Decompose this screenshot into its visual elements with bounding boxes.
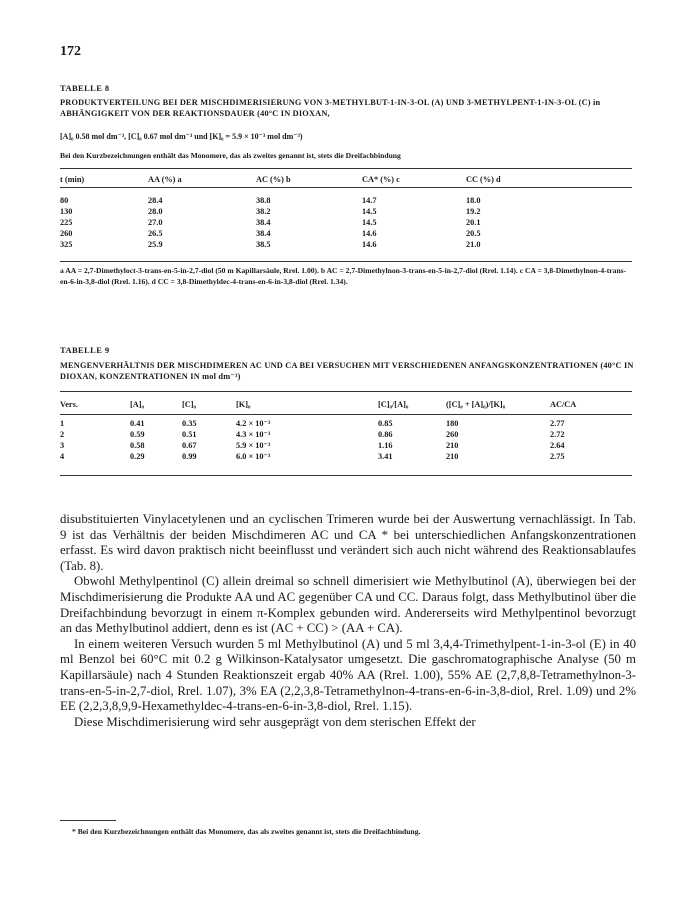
table-cell: 3.41 (378, 452, 393, 461)
table-row (60, 440, 632, 451)
table9-col-vers: Vers. (60, 399, 78, 409)
paragraph: Obwohl Methylpentinol (C) allein dreimal so schnell dimerisiert wie Methylbutinol (A), überwiegen bei der Mischdimerisierung die Produkte AA und AC gegenüber CA und CC. Daraus folgt, dass Methylbutinol über die Dreifachbindung bevorzugt in einem π-Komplex gebunden wird. Andererseits wird Methylpentinol bevorzugt an das Methylbutinol addiert, denn es ist (AC + CC) > (AA + CA). (60, 574, 636, 636)
footnote-rule (60, 820, 116, 821)
table8-top-rule (60, 168, 632, 169)
table9-col-ratio: [C]₀/[A]₀ (378, 399, 409, 409)
table-cell: 0.86 (378, 430, 393, 439)
table9-label: TABELLE 9 (60, 345, 110, 355)
table-cell: 38.8 (256, 196, 271, 205)
table-cell: 3 (60, 441, 65, 450)
footnote: * Bei den Kurzbezeichnungen enthält das Monomere, das als zweites genannt ist, stets die Dreifachbindung. (72, 827, 421, 836)
table-cell: 19.2 (466, 207, 481, 216)
paragraph: Diese Mischdimerisierung wird sehr ausgeprägt von dem sterischen Effekt der (74, 714, 476, 729)
table9-col-a0: [A]₀ (130, 399, 145, 409)
table-cell: 26.5 (148, 229, 163, 238)
table-cell: 2.75 (550, 452, 565, 461)
table-cell: 38.4 (256, 229, 271, 238)
table-cell: 0.59 (130, 430, 145, 439)
table9-top-rule (60, 391, 632, 392)
table-cell: 0.51 (182, 430, 197, 439)
table8-col-cc: CC (%) d (466, 174, 501, 184)
table-cell: 2.72 (550, 430, 565, 439)
table-cell: 4.3 × 10⁻³ (236, 430, 271, 439)
table-cell: 6.0 × 10⁻³ (236, 452, 271, 461)
table-row (60, 217, 632, 228)
table-cell: 20.5 (466, 229, 481, 238)
table-cell: 180 (446, 419, 459, 428)
page-number: 172 (60, 44, 81, 59)
table8-col-t: t (min) (60, 174, 85, 184)
table-cell: 0.41 (130, 419, 145, 428)
table8-subnote: Bei den Kurzbezeichnungen enthält das Monomere, das als zweites genannt ist, stets die Dreifachbindung (60, 151, 401, 160)
table8-col-ca: CA* (%) c (362, 174, 400, 184)
table-cell: 14.7 (362, 196, 377, 205)
table-cell: 210 (446, 441, 459, 450)
table8-col-ac: AC (%) b (256, 174, 291, 184)
table-cell: 2 (60, 430, 65, 439)
table9-bottom-rule (60, 475, 632, 476)
table-cell: 20.1 (466, 218, 481, 227)
table-cell: 0.85 (378, 419, 393, 428)
table-row (60, 228, 632, 239)
table-cell: 2.77 (550, 419, 565, 428)
table-cell: 325 (60, 240, 73, 249)
table-cell: 225 (60, 218, 73, 227)
table-cell: 0.99 (182, 452, 197, 461)
paragraph: In einem weiteren Versuch wurden 5 ml Methylbutinol (A) und 5 ml 3,4,4-Trimethylpent-1-in-3-ol (E) in 40 ml Benzol bei 60°C mit 0.2 g Wilkinson-Katalysator umgesetzt. Die gaschromatographische Analyse (50 m Kapillarsäule) nach 4 Stunden Reaktionszeit ergab 40% AA (Rrel. 1.00), 55% AE (2,7,8,8-Tetramethylnon-3-trans-en-5-in-2,7-diol, Rrel. 1.07), 3% EA (2,2,3,8-Tetramethylnon-4-trans-en-6-in-3,8-diol, Rrel. 1.09) und 2% EE (2,2,3,8,9,9-Hexamethyldec-4-trans-en-6-in-3,8-diol, Rrel. 1.15). (60, 636, 636, 714)
table-cell: 14.6 (362, 240, 377, 249)
table8 (60, 171, 632, 250)
table-row (60, 239, 632, 250)
table-row (60, 451, 632, 462)
table9 (60, 396, 632, 462)
table-cell: 130 (60, 207, 73, 216)
table-cell: 25.9 (148, 240, 163, 249)
table-cell: 260 (446, 430, 459, 439)
table-cell: 38.2 (256, 207, 271, 216)
table9-col-sum-ratio: ([C]₀ + [A]₀)/[K]₀ (446, 399, 506, 409)
table-cell: 14.6 (362, 229, 377, 238)
paragraph: disubstituierten Vinylacetylenen und an cyclischen Trimeren wurde bei der Auswertung vernachlässigt. In Tab. 9 ist das Verhältnis der beiden Mischdimeren AC und CA * bei unterschiedlichen Anfangskonzentrationen erfasst. Es wird davon praktisch nicht beeinflusst und verändert sich auch nicht während des Reaktionsablaufes (Tab. 8). (60, 512, 636, 573)
table-row (60, 195, 632, 206)
body-text (60, 512, 636, 730)
table-cell: 21.0 (466, 240, 481, 249)
table-row (60, 206, 632, 217)
table-row (60, 429, 632, 440)
table-cell: 2.64 (550, 441, 565, 450)
table-cell: 0.35 (182, 419, 197, 428)
table-cell: 0.67 (182, 441, 197, 450)
table9-col-k0: [K]₀ (236, 399, 251, 409)
table-cell: 80 (60, 196, 69, 205)
table-cell: 18.0 (466, 196, 481, 205)
table-cell: 4.2 × 10⁻³ (236, 419, 271, 428)
table-cell: 14.5 (362, 218, 377, 227)
table8-label: TABELLE 8 (60, 83, 110, 93)
table9-col-c0: [C]₀ (182, 399, 197, 409)
table9-col-ac-ca: AC/CA (550, 399, 577, 409)
table-cell: 0.29 (130, 452, 145, 461)
table8-heading: PRODUKTVERTEILUNG BEI DER MISCHDIMERISIERUNG VON 3-METHYLBUT-1-IN-3-OL (A) UND 3-METHYLPENT-1-IN-3-OL (C) in ABHÄNGIGKEIT VON DER REAKTIONSDAUER (40°C IN DIOXAN, (60, 98, 601, 118)
table-cell: 210 (446, 452, 459, 461)
table-cell: 27.0 (148, 218, 163, 227)
table-cell: 38.4 (256, 218, 271, 227)
table9-header-row (60, 396, 632, 412)
table8-col-aa: AA (%) a (148, 174, 182, 184)
table-cell: 1 (60, 419, 65, 428)
table-cell: 38.5 (256, 240, 271, 249)
table-cell: 5.9 × 10⁻³ (236, 441, 271, 450)
table8-header-row (60, 171, 632, 187)
table-cell: 28.4 (148, 196, 163, 205)
table-cell: 0.58 (130, 441, 145, 450)
table-row (60, 418, 632, 429)
table-cell: 14.5 (362, 207, 377, 216)
table-cell: 28.0 (148, 207, 163, 216)
table-cell: 260 (60, 229, 73, 238)
table8-footnotes: a AA = 2,7-Dimethyloct-3-trans-en-5-in-2,7-diol (50 m Kapillarsäule, Rrel. 1.00). b AC = 2,7-Dimethylnon-3-trans-en-5-in-2,7-diol (Rrel. 1.14). c CA = 3,8-Dimethylnon-4-trans-en-6-in-3,8-diol (Rrel. 1.16). d CC = 3,8-Dimethyldec-4-trans-en-6-in-3,8-diol (Rrel. 1.34). (60, 266, 627, 286)
table-cell: 4 (60, 452, 65, 461)
table9-heading: MENGENVERHÄLTNIS DER MISCHDIMEREN AC UND CA BEI VERSUCHEN MIT VERSCHIEDENEN ANFANGSKONZENTRATIONEN (40°C IN DIOXAN, KONZENTRATIONEN IN mol dm⁻³) (60, 361, 634, 381)
table-cell: 1.16 (378, 441, 393, 450)
table8-conditions: [A]₀ 0.58 mol dm⁻³, [C]₀ 0.67 mol dm⁻³ und [K]₀ = 5.9 × 10⁻³ mol dm⁻³) (60, 132, 303, 141)
table8-bottom-rule (60, 261, 632, 262)
